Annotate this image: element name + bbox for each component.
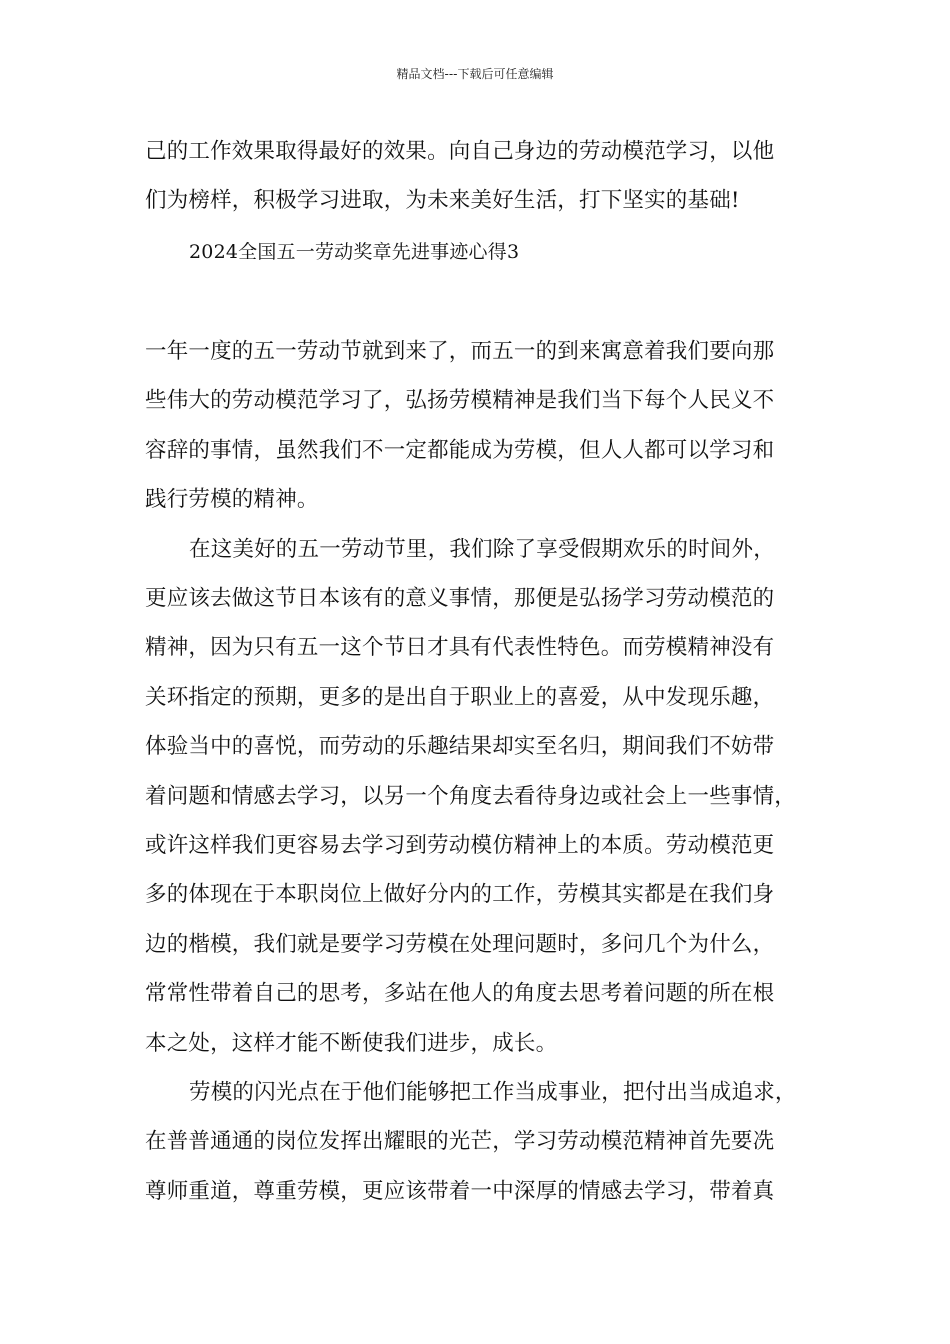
paragraph-2 [145, 525, 805, 1068]
text-line: 己的工作效果取得最好的效果。向自己身边的劳动模范学习，以他 [145, 139, 775, 164]
text-line: 践行劳模的精神。 [145, 487, 319, 513]
paragraph-3 [145, 1068, 805, 1216]
text-line: 在普普通通的岗位发挥出耀眼的光芒，学习劳动模范精神首先要冼 [145, 1129, 775, 1155]
text-line: 常常性带着自己的思考，多站在他人的角度去思考着问题的所在根 [145, 981, 775, 1007]
text-line: 精神，因为只有五一这个节日才具有代表性特色。而劳模精神没有 [145, 635, 775, 661]
text-line: 尊师重道，尊重劳模，更应该带着一中深厚的情感去学习，带着真 [145, 1178, 775, 1204]
page-header: 精品文档---下载后可任意编辑 [396, 67, 554, 81]
paragraph-1 [145, 327, 805, 525]
text-line: 边的楷模，我们就是要学习劳模在处理问题时，多问几个为什么， [145, 931, 775, 957]
section-title: 2024全国五一劳动奖章先进事迹心得3 [189, 241, 520, 263]
text-line: 本之处，这样才能不断使我们进步，成长。 [145, 1030, 558, 1056]
text-line: 着问题和情感去学习，以另一个角度去看待身边或社会上一些事情， [145, 783, 797, 809]
text-line: 关环指定的预期，更多的是出自于职业上的喜爱，从中发现乐趣， [145, 684, 775, 710]
text-line: 些伟大的劳动模范学习了，弘扬劳模精神是我们当下每个人民义不 [145, 388, 775, 414]
text-line: 们为榜样，积极学习进取，为未来美好生活，打下坚实的基础! [145, 188, 740, 214]
text-line: 更应该去做这节日本该有的意义事情，那便是弘扬学习劳动模范的 [145, 585, 775, 611]
text-line: 或许这样我们更容易去学习到劳动模仿精神上的本质。劳动模范更 [145, 832, 775, 858]
text-line: 一年一度的五一劳动节就到来了，而五一的到来寓意着我们要向那 [145, 339, 775, 364]
text-line: 在这美好的五一劳动节里，我们除了享受假期欢乐的时间外， [189, 536, 775, 562]
section-title-block [145, 228, 805, 277]
text-line: 多的体现在于本职岗位上做好分内的工作，劳模其实都是在我们身 [145, 882, 775, 908]
text-line: 体验当中的喜悦，而劳动的乐趣结果却实至名归，期间我们不妨带 [145, 734, 775, 760]
continued-paragraph [145, 127, 805, 226]
text-line: 劳模的闪光点在于他们能够把工作当成事业，把付出当成追求， [189, 1080, 797, 1105]
text-line: 容辞的事情，虽然我们不一定都能成为劳模，但人人都可以学习和 [145, 437, 775, 463]
